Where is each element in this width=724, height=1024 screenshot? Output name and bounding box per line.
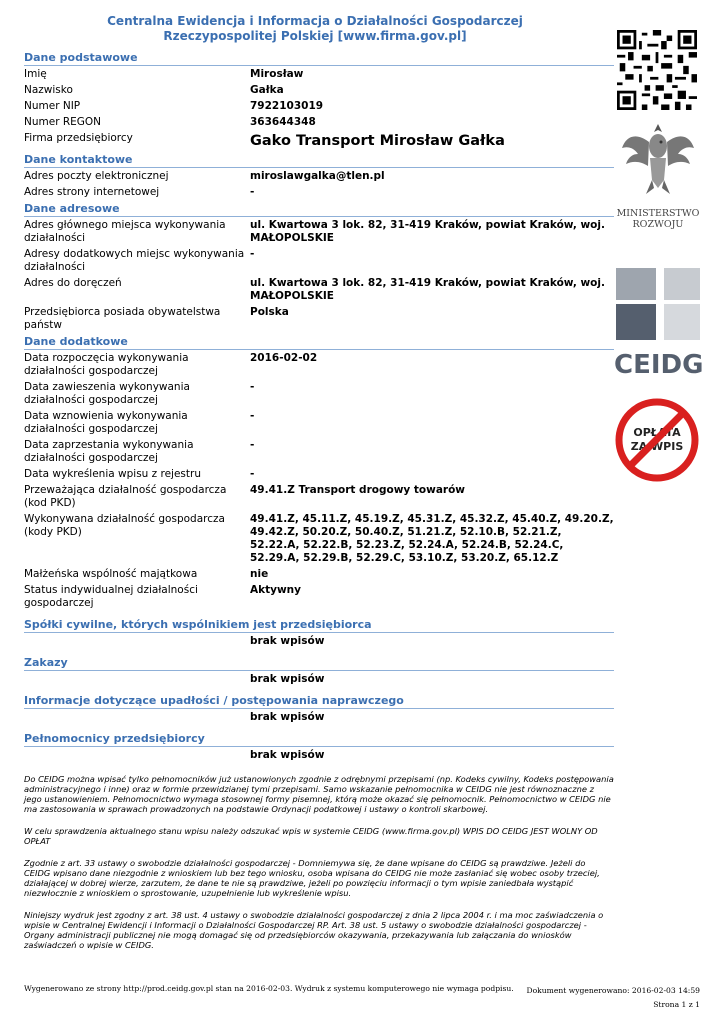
section-title-bankruptcy: Informacje dotyczące upadłości / postępowania naprawczego: [24, 694, 614, 709]
header-line-1: Centralna Ewidencja i Informacja o Działalności Gospodarczej: [107, 14, 523, 28]
row-resumption-date: Data wznowienia wykonywania działalności gospodarczej -: [24, 410, 255, 435]
row-pkd-codes: Wykonywana działalność gospodarcza (kody PKD) 49.41.Z, 45.11.Z, 45.19.Z, 45.31.Z, 45.32.Z, 45.40.Z, 49.20.Z, 49.42.Z, 50.20.Z, 50.40.Z, 51.21.Z, 52.10.B, 52.21.Z, 52.22.A, 52.22.B, 52.23.Z, 52.24.A, 52.24.B, 52.24.C, 52.29.A, 52.29.B, 52.29.C, 53.10.Z, 53.20.Z, 65.12.Z: [24, 513, 614, 564]
section-title-proxies: Pełnomocnicy przedsiębiorcy: [24, 732, 614, 747]
stamp-text-2: ZA WPIS: [630, 440, 684, 453]
qr-code-icon: [614, 30, 700, 110]
row-suspension-date: Data zawieszenia wykonywania działalności gospodarczej -: [24, 381, 255, 406]
partnerships-value: brak wpisów: [250, 635, 325, 647]
page-number: Strona 1 z 1: [653, 1000, 700, 1009]
note-paragraph: Zgodnie z art. 33 ustawy o swobodzie działalności gospodarczej - Domniemywa się, że dane wpisane do CEIDG są prawdziwe. Jeżeli do CEIDG wpisano dane niezgodnie z wnioskiem lub bez tego wniosku, osoba wpisana do CEIDG nie może zasłaniać się wobec osoby trzeciej, działającej w dobrej wierze, zarzutem, że dane te nie są prawdziwe, jeżeli po powzięciu informacji o tym wpisie zaniedbała wystąpić niezwłocznie z wnioskiem o sprostowanie, uzupełnienie lub wykreślenie wpisu.: [24, 858, 600, 898]
ministry-logo: [614, 118, 702, 230]
ceidg-logo: [614, 266, 702, 378]
stamp-text-1: OPŁATA: [633, 426, 681, 439]
row-main-pkd: Przeważająca działalność gospodarcza (kod PKD) 49.41.Z Transport drogowy towarów: [24, 484, 465, 509]
row-email: Adres poczty elektronicznej miroslawgalka@tlen.pl: [24, 170, 385, 182]
section-title-partnerships: Spółki cywilne, których wspólnikiem jest przedsiębiorca: [24, 618, 614, 633]
generated-timestamp: Dokument wygenerowano: 2016-02-03 14:59: [526, 986, 700, 995]
section-title-basic: Dane podstawowe: [24, 51, 614, 66]
row-main-address: Adres głównego miejsca wykonywania działalności ul. Kwartowa 3 lok. 82, 31-419 Kraków, powiat Kraków, woj. MAŁOPOLSKIE: [24, 219, 605, 244]
row-deletion-date: Data wykreślenia wpisu z rejestru -: [24, 468, 255, 480]
footer-left: Wygenerowano ze strony http://prod.ceidg.gov.pl stan na 2016-02-03. Wydruk z systemu komputerowego nie wymaga podpisu.: [24, 984, 514, 993]
proxies-value: brak wpisów: [250, 749, 325, 761]
row-start-date: Data rozpoczęcia wykonywania działalności gospodarczej 2016-02-02: [24, 352, 318, 377]
ceidg-wordmark: CEIDG: [614, 350, 704, 380]
free-entry-stamp: [612, 398, 702, 482]
row-company-name: Firma przedsiębiorcy Gako Transport Mirosław Gałka: [24, 132, 505, 149]
header-line-2: Rzeczypospolitej Polskiej [www.firma.gov.pl]: [163, 29, 467, 43]
row-website: Adres strony internetowej -: [24, 186, 255, 198]
note-paragraph: W celu sprawdzenia aktualnego stanu wpisu należy odszukać wpis w systemie CEIDG (www.firma.gov.pl) WPIS DO CEIDG JEST WOLNY OD OPŁAT: [24, 826, 598, 846]
note-paragraph: Do CEIDG można wpisać tylko pełnomocników już ustanowionych zgodnie z odrębnymi przepisami (np. Kodeks cywilny, Kodeks postępowania administracyjnego i inne) oraz w formie przewidzianej tymi przepisami. Samo wskazanie pełnomocnika w CEIDG nie jest równoznaczne z jego ustanowieniem. Pełnomocnictwo wymaga stosownej formy pisemnej, którą może okazać się pełnomocnik. Pełnomocnictwo w CEIDG nie ma zastosowania w sprawach prowadzonych na podstawie Ordynacji podatkowej i ustawy o kontroli skarbowej.: [24, 774, 614, 814]
row-citizenship: Przedsiębiorca posiada obywatelstwa państw Polska: [24, 306, 289, 331]
no-fee-stamp-icon: [612, 398, 702, 482]
row-termination-date: Data zaprzestania wykonywania działalności gospodarczej -: [24, 439, 255, 464]
section-title-additional: Dane dodatkowe: [24, 335, 614, 350]
document-content: [24, 48, 614, 768]
bans-value: brak wpisów: [250, 673, 325, 685]
row-last-name: Nazwisko Gałka: [24, 84, 284, 96]
section-title-address: Dane adresowe: [24, 202, 614, 217]
row-marital-property: Małżeńska wspólność majątkowa nie: [24, 568, 269, 580]
ceidg-emblem-icon: [614, 266, 702, 344]
row-regon: Numer REGON 363644348: [24, 116, 316, 128]
section-title-bans: Zakazy: [24, 656, 614, 671]
row-first-name: Imię Mirosław: [24, 68, 304, 80]
row-additional-addresses: Adresy dodatkowych miejsc wykonywania działalności -: [24, 248, 255, 273]
row-delivery-address: Adres do doręczeń ul. Kwartowa 3 lok. 82, 31-419 Kraków, powiat Kraków, woj. MAŁOPOLSKIE: [24, 277, 605, 302]
section-title-contact: Dane kontaktowe: [24, 153, 614, 168]
row-status: Status indywidualnej działalności gospodarczej Aktywny: [24, 584, 301, 609]
eagle-emblem-icon: [614, 118, 702, 198]
footer-right: [527, 984, 700, 1012]
document-header: [80, 14, 550, 44]
note-paragraph: Niniejszy wydruk jest zgodny z art. 38 ust. 4 ustawy o swobodzie działalności gospodarczej z dnia 2 lipca 2004 r. i ma moc zaświadczenia o wpisie w Centralnej Ewidencji i Informacji o Działalności Gospodarczej RP. Art. 38 ust. 5 ustawy o swobodzie działalności gospodarczej - Organy administracji publicznej nie mogą domagać się od przedsiębiorców okazywania, przekazywania lub załączania do wniosków zaświadczeń o wpisie w CEIDG.: [24, 910, 604, 950]
row-nip: Numer NIP 7922103019: [24, 100, 324, 112]
bankruptcy-value: brak wpisów: [250, 711, 325, 723]
legal-notes: [24, 774, 614, 962]
ministry-name: MINISTERSTWO ROZWOJU: [616, 208, 700, 230]
